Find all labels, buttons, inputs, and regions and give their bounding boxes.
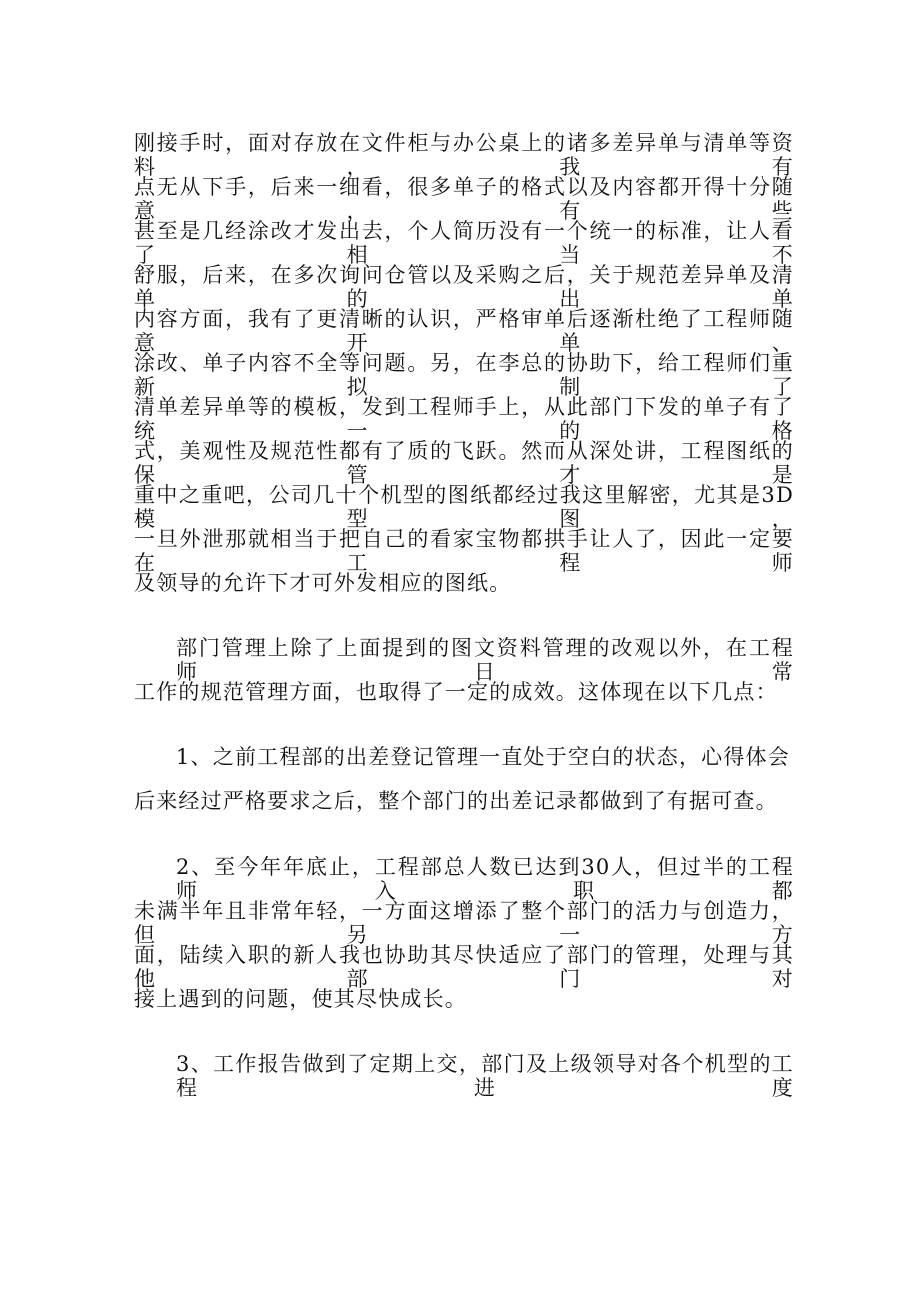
- text-line: 重中之重吧，公司几十个机型的图纸都经过我这里解密，尤其是3D模型图，: [134, 483, 794, 531]
- text-line: 涂改、单子内容不全等问题。另，在李总的协助下，给工程师们重新拟制了: [134, 351, 794, 399]
- text-line: 部门管理上除了上面提到的图文资料管理的改观以外，在工程师日常: [176, 636, 794, 684]
- text-line: 接上遇到的问题，使其尽快成长。: [134, 987, 467, 1011]
- text-line: 甚至是几经涂改才发出去，个人简历没有一个统一的标准，让人看了相当不: [134, 219, 794, 267]
- text-line: 2、至今年年底止，工程部总人数已达到30人，但过半的工程师入职都: [176, 855, 794, 903]
- text-line: 刚接手时，面对存放在文件柜与办公桌上的诸多差异单与清单等资料，我有: [134, 131, 794, 179]
- text-line: 及领导的允许下才可外发相应的图纸。: [134, 571, 512, 595]
- text-line: 清单差异单等的模板，发到工程师手上，从此部门下发的单子有了统一的格: [134, 395, 794, 443]
- text-line: 3、工作报告做到了定期上交，部门及上级领导对各个机型的工程进度: [176, 1052, 794, 1100]
- text-line: 内容方面，我有了更清晰的认识，严格审单后逐渐杜绝了工程师随意开单、: [134, 307, 794, 355]
- text-line: 工作的规范管理方面，也取得了一定的成效。这体现在以下几点：: [134, 680, 778, 704]
- text-line: 一旦外泄那就相当于把自己的看家宝物都拱手让人了，因此一定要在工程师: [134, 527, 794, 575]
- text-line: 面，陆续入职的新人我也协助其尽快适应了部门的管理，处理与其他部门对: [134, 943, 794, 991]
- text-line: 1、之前工程部的出差登记管理一直处于空白的状态，心得体会: [176, 745, 790, 769]
- text-line: 点无从下手，后来一细看，很多单子的格式以及内容都开得十分随意，有些: [134, 175, 794, 223]
- text-line: 后来经过严格要求之后，整个部门的出差记录都做到了有据可查。: [134, 789, 778, 813]
- text-line: 式，美观性及规范性都有了质的飞跃。然而从深处讲，工程图纸的保管才是: [134, 439, 794, 487]
- text-line: 未满半年且非常年轻，一方面这增添了整个部门的活力与创造力，但另一方: [134, 899, 794, 947]
- text-line: 舒服，后来，在多次询问仓管以及采购之后，关于规范差异单及清单的出单: [134, 263, 794, 311]
